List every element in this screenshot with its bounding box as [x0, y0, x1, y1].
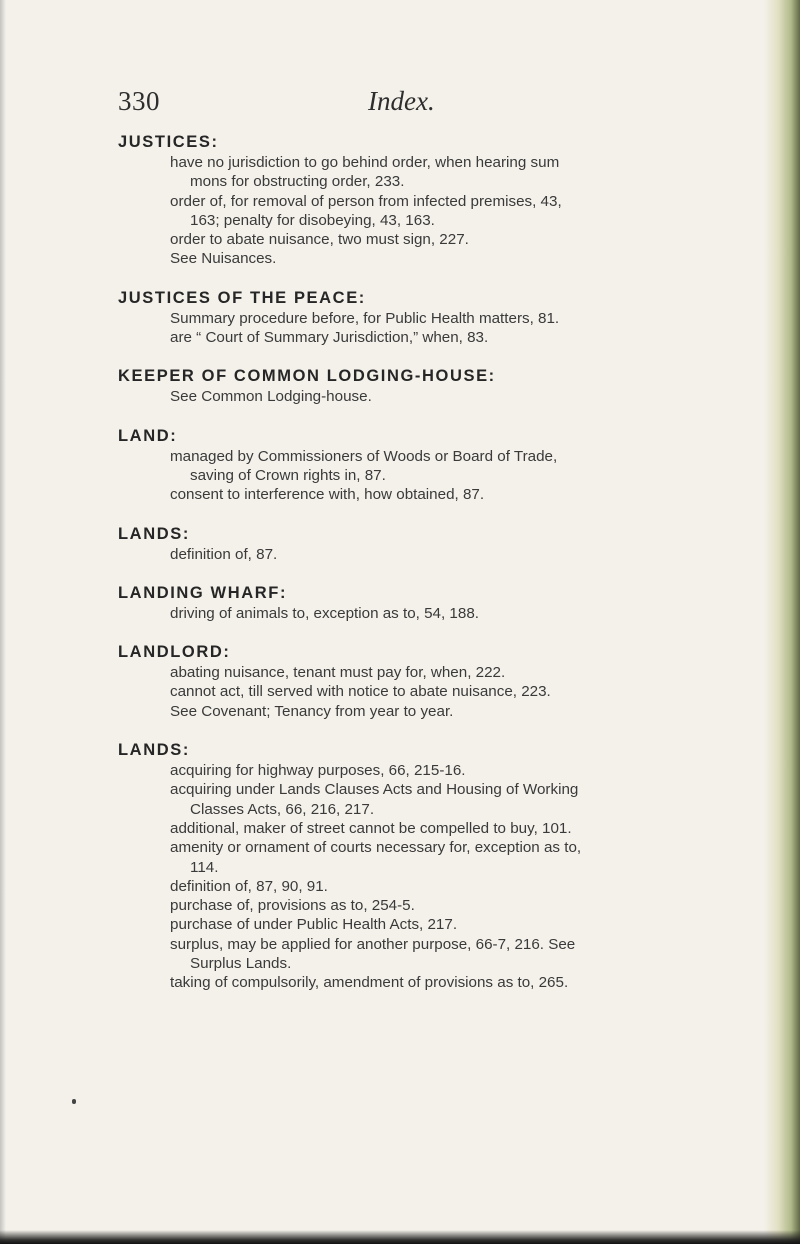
entry-line: amenity or ornament of courts necessary for, exception as to, [170, 839, 582, 857]
index-entry-landlord [118, 641, 758, 721]
entry-line: acquiring under Lands Clauses Acts and Housing of Working [170, 781, 579, 799]
index-entry-justices [118, 131, 758, 269]
entry-line: taking of compulsorily, amendment of provisions as to, 265. [170, 974, 569, 992]
entry-heading: LANDS: [118, 524, 190, 543]
entry-line: order to abate nuisance, two must sign, 227. [170, 231, 469, 249]
index-entry-lands-definition [118, 523, 758, 564]
entry-line: Summary procedure before, for Public Health matters, 81. [170, 309, 560, 327]
running-head [118, 86, 738, 120]
entry-line: have no jurisdiction to go behind order, when hearing sum [170, 154, 560, 171]
entry-line: Classes Acts, 66, 216, 217. [190, 800, 375, 818]
entry-heading: JUSTICES OF THE PEACE: [118, 288, 366, 307]
index-entry-land [118, 425, 758, 505]
entry-line: cannot act, till served with notice to abate nuisance, 223. [170, 683, 551, 701]
entry-heading: KEEPER OF COMMON LODGING-HOUSE: [118, 367, 496, 386]
entry-line: 163; penalty for disobeying, 43, 163. [190, 211, 435, 229]
page-bottom-edge [0, 1230, 800, 1244]
entry-line: acquiring for highway purposes, 66, 215-16. [170, 762, 466, 780]
entry-line: consent to interference with, how obtained, 87. [170, 486, 485, 504]
entry-line: managed by Commissioners of Woods or Board of Trade, [170, 447, 558, 465]
entry-line: additional, maker of street cannot be compelled to buy, 101. [170, 819, 572, 837]
entry-line: Surplus Lands. [190, 955, 292, 973]
entry-line: mons for obstructing order, 233. [190, 173, 405, 191]
index-entry-keeper-of-common-lodging-house [118, 365, 758, 406]
entry-line: purchase of under Public Health Acts, 217. [170, 916, 458, 934]
index-entry-lands [118, 739, 758, 993]
entry-line: saving of Crown rights in, 87. [190, 466, 386, 484]
entry-line: purchase of, provisions as to, 254-5. [170, 897, 415, 915]
page-left-edge [0, 0, 6, 1244]
entry-line: definition of, 87. [170, 545, 278, 563]
entry-heading: LAND: [118, 426, 178, 445]
entry-heading: LANDLORD: [118, 643, 231, 662]
entry-line: abating nuisance, tenant must pay for, when, 222. [170, 664, 506, 682]
running-title: Index. [368, 86, 435, 116]
entry-line: definition of, 87, 90, 91. [170, 877, 328, 895]
page-right-edge [764, 0, 800, 1244]
entry-line: See Covenant; Tenancy from year to year. [170, 702, 454, 720]
entry-line: 114. [190, 858, 219, 876]
entry-line: order of, for removal of person from infected premises, 43, [170, 192, 562, 210]
entry-heading: LANDING WHARF: [118, 583, 288, 602]
entry-heading: LANDS: [118, 741, 190, 760]
ink-speck [72, 1099, 76, 1104]
entry-line: See Nuisances. [170, 250, 277, 268]
entry-line: See Common Lodging-house. [170, 388, 372, 406]
entry-line: surplus, may be applied for another purpose, 66-7, 216. See [170, 935, 576, 953]
entry-heading: JUSTICES: [118, 133, 219, 151]
index-entries [118, 131, 758, 1011]
entry-line: are “ Court of Summary Jurisdiction,” when, 83. [170, 329, 489, 347]
index-entry-justices-of-the-peace [118, 287, 758, 348]
page-number: 330 [118, 86, 160, 116]
entry-line: driving of animals to, exception as to, 54, 188. [170, 604, 479, 622]
index-entry-landing-wharf [118, 582, 758, 623]
